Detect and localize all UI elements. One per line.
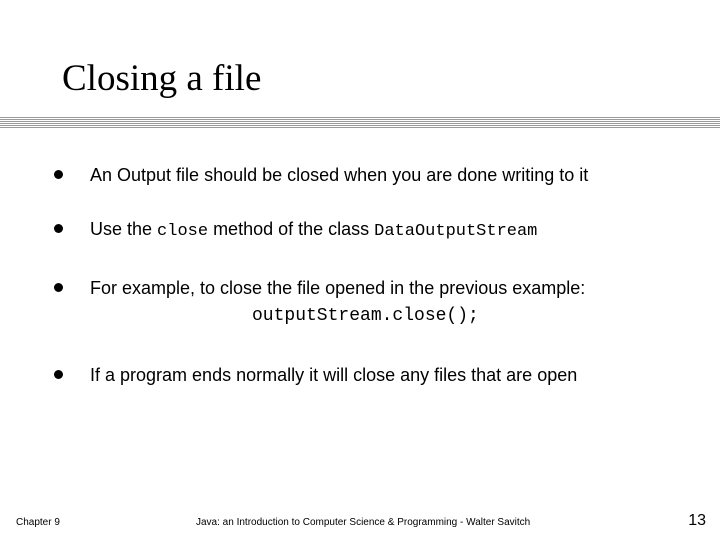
bullet-3-text: For example, to close the file opened in the previous example: xyxy=(90,278,586,298)
bullet-dot-icon xyxy=(54,224,63,233)
bullet-2-part-3: method of the class xyxy=(208,219,375,239)
bullet-2-text xyxy=(90,220,537,240)
footer-chapter: Chapter 9 xyxy=(16,517,60,528)
bullet-dot-icon xyxy=(54,170,63,179)
code-class-name: DataOutputStream xyxy=(374,222,538,241)
code-example: outputStream.close(); xyxy=(252,306,479,326)
title-divider xyxy=(0,117,720,129)
bullet-2-part-1: Use the xyxy=(90,219,158,239)
slide-title: Closing a file xyxy=(62,58,262,99)
bullet-dot-icon xyxy=(54,283,63,292)
bullet-4-text: If a program ends normally it will close any files that are open xyxy=(90,365,578,385)
footer-book: Java: an Introduction to Computer Science & Programming - Walter Savitch xyxy=(196,517,531,528)
bullet-dot-icon xyxy=(54,370,63,379)
page-number: 13 xyxy=(688,512,706,529)
code-close-method: close xyxy=(157,222,209,241)
bullet-1-text: An Output file should be closed when you are done writing to it xyxy=(90,165,589,185)
